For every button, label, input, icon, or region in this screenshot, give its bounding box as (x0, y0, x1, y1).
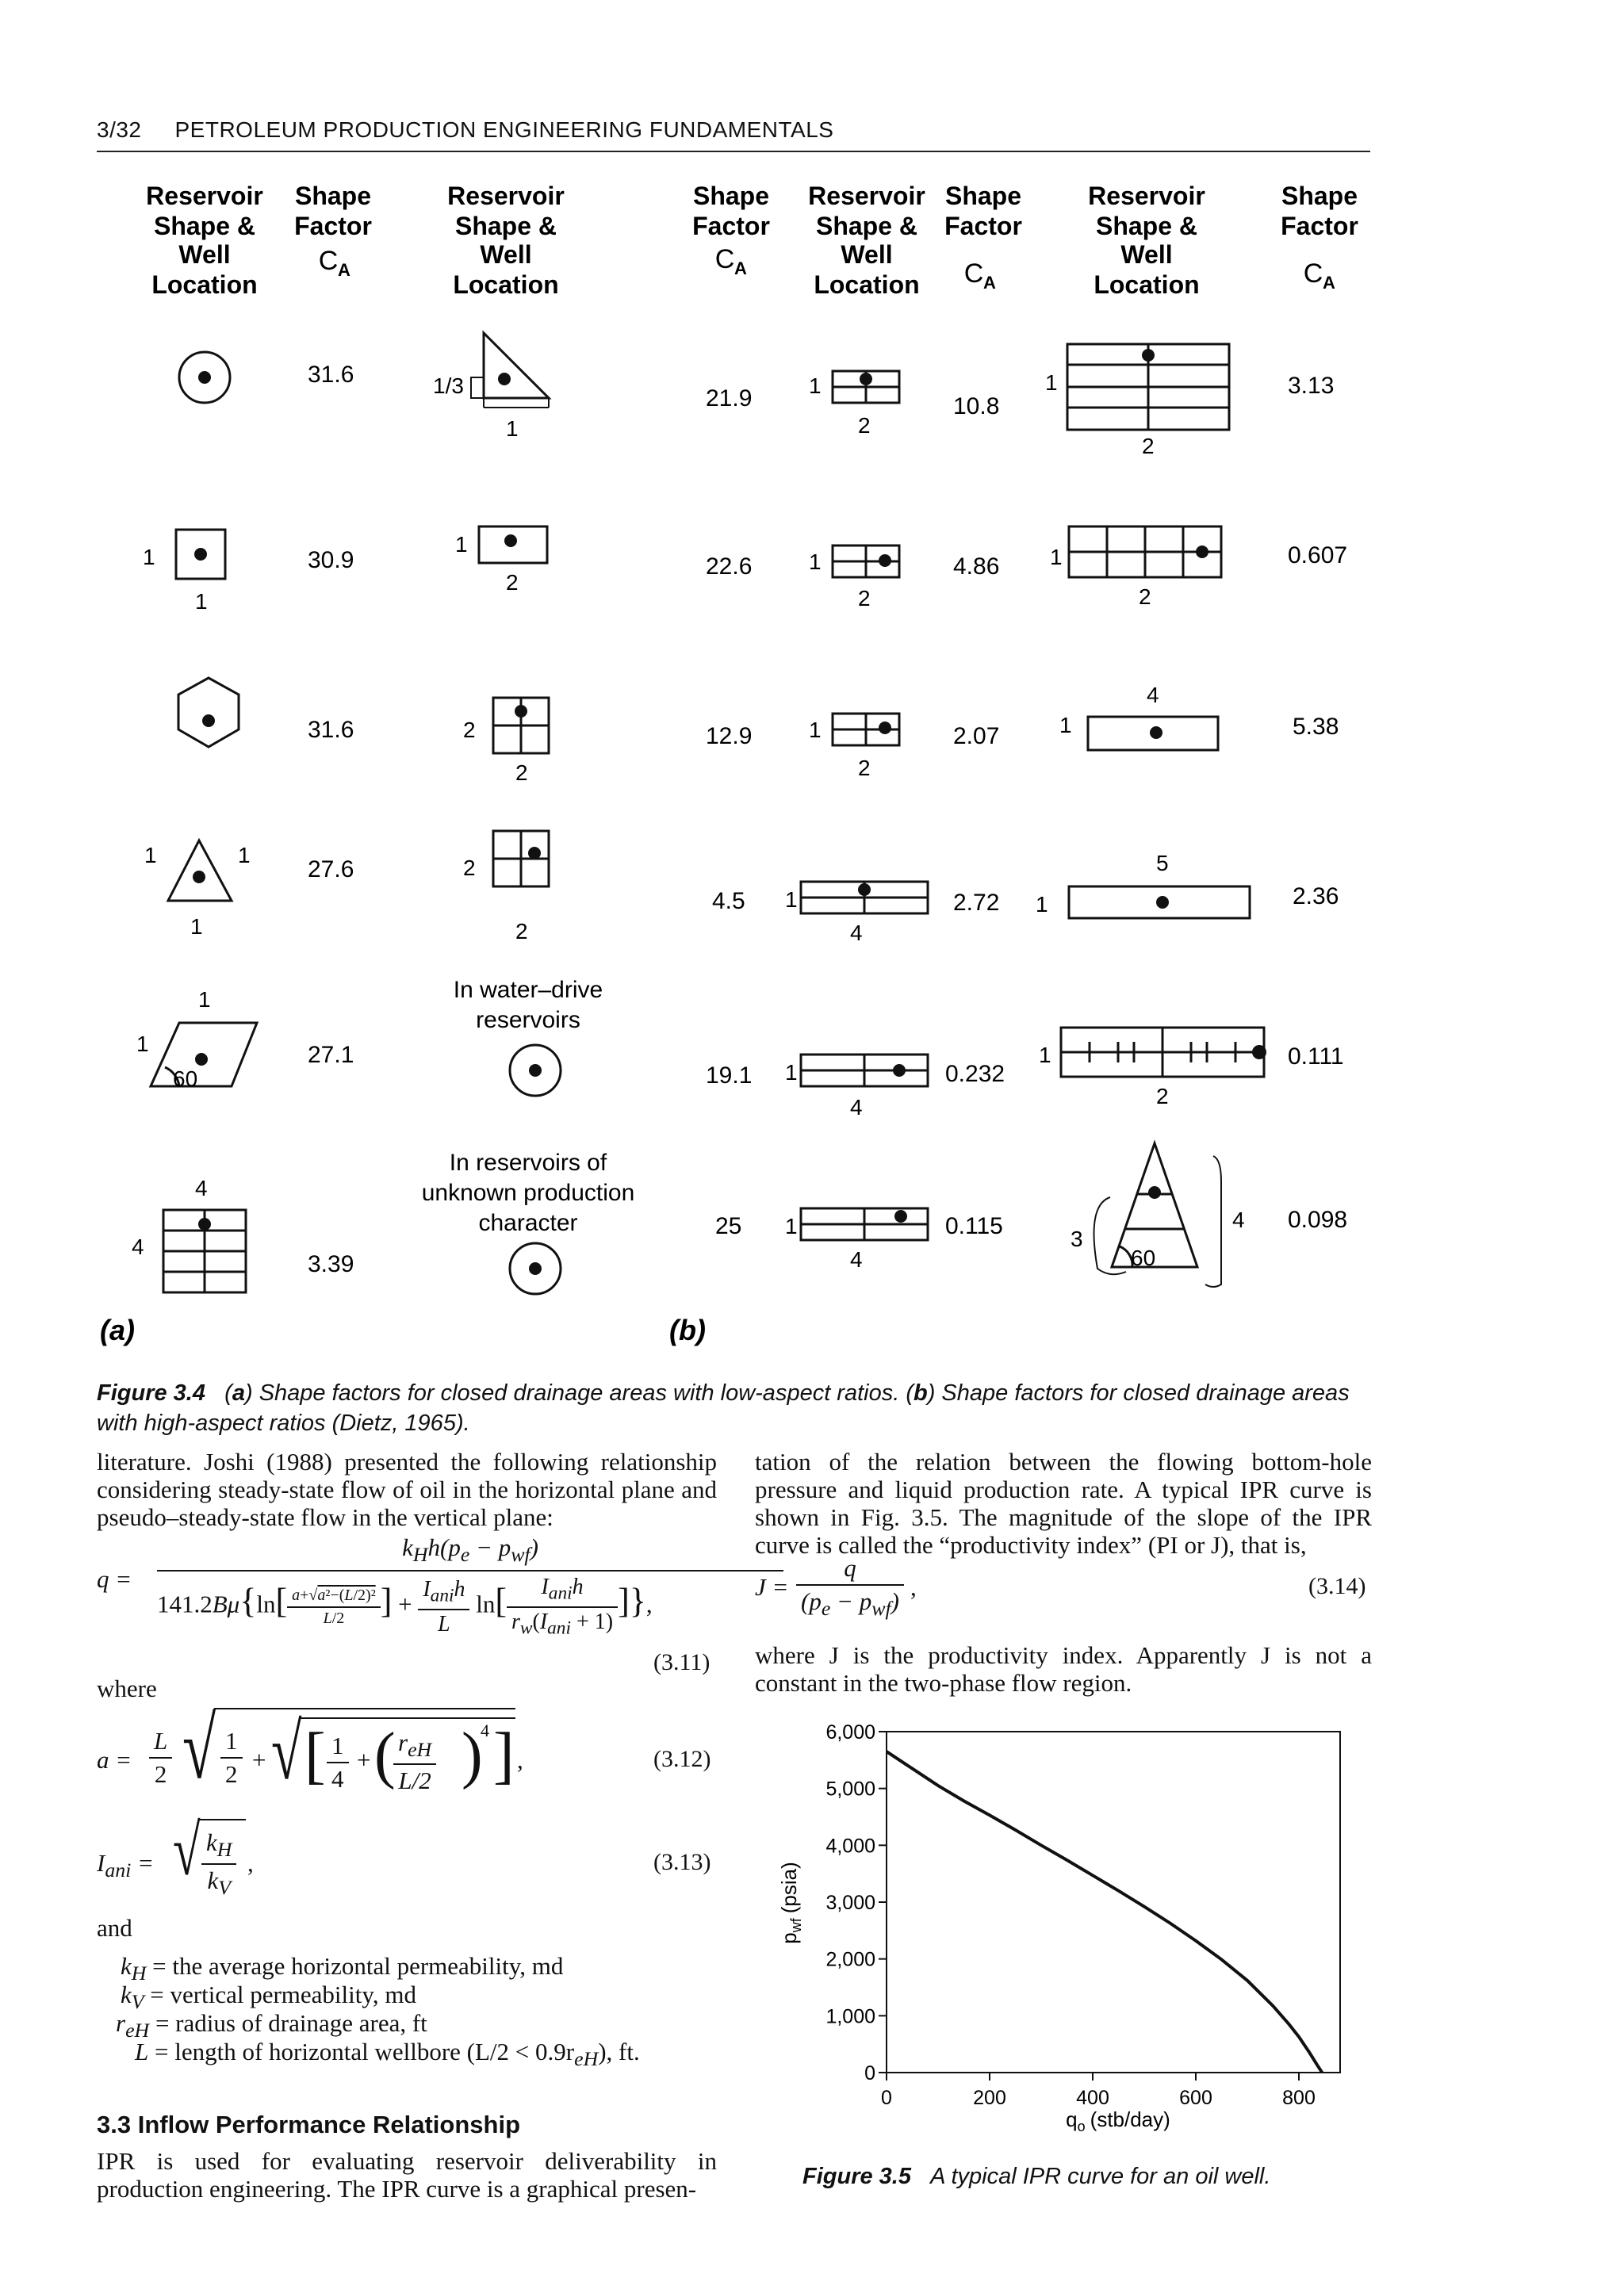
header-line: Reservoir (1088, 182, 1205, 210)
shape-factor-value: 27.1 (308, 1042, 354, 1068)
col2-wells (498, 373, 542, 1275)
well-dot (202, 714, 215, 727)
right-triangle-shape (484, 333, 549, 398)
figure-3-4 (0, 159, 1624, 1427)
svg-text:1: 1 (198, 987, 211, 1012)
right-para-2: where J is the productivity index. Apparently J is not a constant in the two-phase flow region. (755, 1641, 1372, 1697)
shape-factor-value: 2.07 (953, 723, 1000, 749)
x-tick-label: 800 (1282, 2087, 1316, 2109)
header-line: C (318, 246, 339, 276)
svg-text:1: 1 (1050, 545, 1063, 569)
svg-text:2: 2 (463, 718, 476, 742)
caption-text: ) Shape factors for closed drainage areas with high-aspect ratios (Dietz, 1965). (97, 1380, 1350, 1436)
header-line: Well (1120, 240, 1173, 269)
equation-3-14: J = $\frac{q}{(p_e - p_{wf})}$ , (755, 1554, 917, 1621)
shape-factor-value: 21.9 (706, 385, 753, 412)
page-number: 3/32 (97, 117, 142, 142)
svg-text:1: 1 (455, 532, 468, 557)
caption-text: A typical IPR curve for an oil well. (930, 2164, 1271, 2189)
svg-text:1: 1 (190, 914, 203, 939)
header-line: Well (480, 240, 532, 269)
header-line: C (1303, 258, 1323, 289)
unknown-character-note: In reservoirs of (449, 1150, 607, 1176)
header-sub: A (734, 258, 747, 278)
svg-text:1: 1 (1039, 1043, 1051, 1067)
col1-wells (193, 371, 215, 1231)
header-line: Well (178, 240, 231, 269)
header-line: Location (453, 270, 559, 299)
shape-factor-value: 0.607 (1288, 542, 1348, 568)
svg-text:1: 1 (1059, 713, 1072, 737)
header-line: Reservoir (808, 182, 925, 210)
svg-text:60: 60 (1131, 1246, 1156, 1270)
well-dot (195, 1053, 208, 1066)
unknown-character-note: character (478, 1210, 578, 1236)
shape-factor-value: 19.1 (706, 1062, 753, 1089)
shape-factor-value: 22.6 (706, 553, 753, 580)
header-rule (97, 151, 1370, 152)
svg-text:4: 4 (850, 921, 863, 945)
equation-3-13: $I_{ani}$ = √ $\frac{k_H}{k_V}$ , (97, 1812, 254, 1900)
y-tick-label: 2,000 (825, 1948, 875, 1971)
header-line: Shape & (1095, 212, 1198, 240)
x-tick-label: 0 (881, 2087, 892, 2109)
header-line: Shape (944, 182, 1022, 210)
shape-factor-value: 2.72 (953, 890, 1000, 916)
header-line: Shape & (815, 212, 918, 240)
svg-text:1: 1 (785, 887, 798, 912)
left-para-2: IPR is used for evaluating reservoir deliverability in production engineering. The IPR curve is a graphical presen- (97, 2147, 717, 2203)
header-line: Reservoir (447, 182, 565, 210)
header-factor-3 (944, 182, 1022, 293)
y-tick-label: 1,000 (825, 2005, 875, 2028)
svg-text:1: 1 (195, 589, 208, 614)
shape-factor-value: 4.86 (953, 553, 1000, 580)
y-axis-ticks (825, 1721, 887, 2084)
unknown-character-note: unknown production (421, 1180, 635, 1206)
equation-3-11: q = $k_Hh(p_e - p_{wf})$ 141.2Bμ{ln[ $\frac{\text{a+√a²−(L/2)²}}{L/2}$ ] + $\frac{I_{ani}h}{L}$ ln[ $\frac{I_{ani}h}{r_w(I_{ani} + 1)}$ ]}, (97, 1533, 717, 1644)
col3-dimension-labels (785, 373, 871, 1272)
svg-text:1: 1 (1036, 892, 1048, 917)
left-para-1: literature. Joshi (1988) presented the following relationship considering steady-state flow of oil in the horizontal plane and pseudo–steady-state flow in the vertical plane: (97, 1448, 717, 1531)
y-axis-label: $p_{wf}(psia)$ (777, 1862, 804, 1944)
hexagon-shape (178, 678, 239, 747)
svg-text:2: 2 (1142, 434, 1155, 458)
y-tick-label: 5,000 (825, 1778, 875, 1801)
svg-text:4: 4 (850, 1247, 863, 1272)
col4-wells (1142, 349, 1266, 1199)
shape-factor-value: 30.9 (308, 547, 354, 573)
water-drive-note: In water–drive (453, 977, 603, 1003)
header-line: Shape (294, 182, 372, 210)
x-tick-label: 400 (1076, 2087, 1109, 2109)
shape-factor-values (308, 362, 1347, 1277)
svg-text:3: 3 (1071, 1227, 1083, 1251)
svg-text:5: 5 (1156, 851, 1169, 875)
header-line: Well (841, 240, 893, 269)
eq-3-12-number: (3.12) (653, 1746, 711, 1772)
shape-factor-value: 3.13 (1288, 373, 1335, 399)
eq-3-14-number: (3.14) (1308, 1573, 1366, 1599)
svg-text:2: 2 (858, 586, 871, 611)
svg-text:2: 2 (858, 413, 871, 438)
svg-text:2: 2 (1156, 1084, 1169, 1108)
svg-text:1: 1 (136, 1032, 149, 1056)
shape-factor-value: 10.8 (953, 393, 1000, 419)
header-line: Location (814, 270, 920, 299)
col2-notes (422, 977, 635, 1236)
right-para-1: tation of the relation between the flowing bottom-hole pressure and liquid production rate. A typical IPR curve is shown in Fig. 3.5. The magnitude of the slope of the IPR curve is called the “productivity index” (PI or J), that is, (755, 1448, 1372, 1559)
def-reh: = radius of drainage area, ft (155, 2009, 427, 2037)
svg-text:4: 4 (195, 1176, 208, 1200)
caption-text: ) Shape factors for closed drainage areas with low-aspect ratios. ( (244, 1380, 914, 1406)
svg-text:1: 1 (144, 843, 157, 867)
def-l-tail: ), ft. (598, 2038, 640, 2065)
caption-label: Figure 3.4 (97, 1380, 205, 1406)
header-line: Shape (1281, 182, 1358, 210)
svg-text:4: 4 (1232, 1208, 1245, 1232)
triangle-shape (168, 840, 232, 901)
svg-text:2: 2 (506, 570, 519, 595)
caption-label: Figure 3.5 (802, 2164, 911, 2189)
header-shape-2 (447, 182, 565, 299)
figure-3-4-caption: Figure 3.4 (a) Shape factors for closed drainage areas with low-aspect ratios. (b) Shape factors for closed drainage areas with high-aspect ratios (Dietz, 1965). (97, 1380, 1350, 1436)
col3-wells (858, 373, 907, 1223)
svg-text:1: 1 (238, 843, 251, 867)
caption-a: a (232, 1380, 245, 1406)
header-sub: A (983, 273, 996, 293)
shape-factor-value: 0.232 (945, 1061, 1005, 1087)
y-tick-label: 4,000 (825, 1835, 875, 1858)
svg-text:2: 2 (1139, 584, 1151, 609)
caption-b: b (914, 1380, 928, 1406)
and-label: and (97, 1914, 132, 1942)
svg-text:1: 1 (143, 545, 155, 569)
well-dot (193, 871, 205, 883)
col1-shapes (151, 352, 257, 1292)
svg-text:1: 1 (1045, 370, 1058, 395)
header-line: Factor (944, 212, 1022, 240)
panel-labels (100, 1314, 706, 1346)
well-dot (194, 548, 207, 561)
book-title: PETROLEUM PRODUCTION ENGINEERING FUNDAMENTALS (174, 117, 834, 142)
header-line: Shape & (153, 212, 256, 240)
header-line: Shape & (454, 212, 557, 240)
svg-text:2: 2 (515, 919, 528, 944)
figure-3-5-chart (761, 1713, 1364, 2157)
svg-text:4: 4 (850, 1095, 863, 1120)
shape-factor-value: 12.9 (706, 723, 753, 749)
svg-text:4: 4 (132, 1235, 144, 1259)
water-drive-note: reservoirs (476, 1007, 580, 1033)
eq-3-11-number: (3.11) (653, 1649, 710, 1675)
shape-factor-value: 4.5 (712, 888, 745, 914)
header-line: Factor (692, 212, 770, 240)
col4-shapes (1061, 344, 1264, 1287)
svg-text:2: 2 (515, 760, 528, 785)
header-line: Reservoir (146, 182, 263, 210)
section-heading: 3.3 Inflow Performance Relationship (97, 2111, 521, 2138)
x-tick-label: 600 (1179, 2087, 1212, 2109)
svg-text:1: 1 (809, 549, 822, 574)
header-shape-4 (1088, 182, 1205, 299)
svg-text:2: 2 (858, 756, 871, 780)
header-line: Factor (294, 212, 372, 240)
shape-factor-value: 3.39 (308, 1251, 354, 1277)
header-sub: A (1323, 273, 1335, 293)
shape-factor-value: 5.38 (1293, 714, 1339, 740)
svg-text:4: 4 (1147, 683, 1159, 707)
header-sub: A (338, 260, 350, 280)
plot-frame (887, 1732, 1340, 2073)
running-head (97, 117, 833, 143)
svg-text:1: 1 (809, 373, 822, 398)
def-kh: = the average horizontal permeability, md (152, 1952, 564, 1980)
eq-3-13-number: (3.13) (653, 1849, 711, 1875)
panel-label-a: (a) (100, 1314, 135, 1346)
panel-label-b: (b) (669, 1314, 706, 1346)
header-line: Factor (1281, 212, 1358, 240)
header-line: C (963, 258, 984, 289)
header-line: Shape (692, 182, 770, 210)
svg-text:1: 1 (785, 1214, 798, 1238)
figure-3-5-caption (802, 2161, 1270, 2192)
svg-text:1: 1 (809, 718, 822, 742)
def-kv: = vertical permeability, md (150, 1981, 416, 2008)
figure-3-4-headers (146, 182, 1358, 299)
shape-factor-value: 25 (715, 1213, 742, 1239)
shape-factor-value: 31.6 (308, 362, 354, 388)
y-tick-label: 6,000 (825, 1721, 875, 1744)
ipr-curve-line (887, 1751, 1322, 2073)
x-axis-label: $q_o$ (stb/day) (1066, 2107, 1170, 2134)
header-factor-1 (294, 182, 372, 280)
equation-3-12: a = $\frac{L}{2}$ √ $\frac{1}{2}$ + √ [ $\frac{1}{4}$ + ( $\frac{r_{eH}}{L/2}$ ) 4 ] , (97, 1700, 523, 1797)
shape-factor-value: 0.115 (945, 1213, 1003, 1239)
where-label: where (97, 1675, 157, 1702)
header-factor-2 (692, 182, 770, 278)
col4-dimension-labels (1036, 370, 1245, 1270)
svg-text:2: 2 (463, 856, 476, 880)
shape-factor-value: 2.36 (1293, 883, 1339, 909)
shape-factor-value: 27.6 (308, 856, 354, 882)
y-tick-label: 3,000 (825, 1892, 875, 1914)
shape-factor-value: 0.111 (1288, 1043, 1344, 1070)
shape-factor-value: 31.6 (308, 717, 354, 743)
svg-text:1/3: 1/3 (433, 373, 464, 398)
x-tick-label: 200 (973, 2087, 1006, 2109)
well-dot (198, 371, 211, 384)
svg-text:60: 60 (173, 1066, 198, 1091)
eq-3-11-fraction: $k_Hh(p_e - p_{wf})$ 141.2Bμ{ln[ $\frac{\text{a+√a²−(L/2)²}}{L/2}$ ] + $\frac{I_{ani}h}{L}$ ln[ $\frac{I_{ani}h}{r_w(I_{ani} + 1)}$ ]}, (157, 1533, 785, 1639)
header-line: C (714, 244, 735, 274)
header-line: Location (1094, 270, 1200, 299)
header-line: Location (151, 270, 258, 299)
well-dot (198, 1218, 211, 1231)
col3-shapes (801, 371, 928, 1240)
svg-text:1: 1 (785, 1060, 798, 1085)
x-axis-ticks (881, 2073, 1316, 2109)
header-factor-4 (1281, 182, 1358, 293)
header-shape-3 (808, 182, 925, 299)
shape-factor-value: 0.098 (1288, 1207, 1348, 1233)
def-l: = length of horizontal wellbore (L/2 < 0.9r (155, 2038, 575, 2065)
y-tick-label: 0 (864, 2062, 875, 2084)
svg-text:1: 1 (506, 416, 519, 441)
header-shape-1 (146, 182, 263, 299)
